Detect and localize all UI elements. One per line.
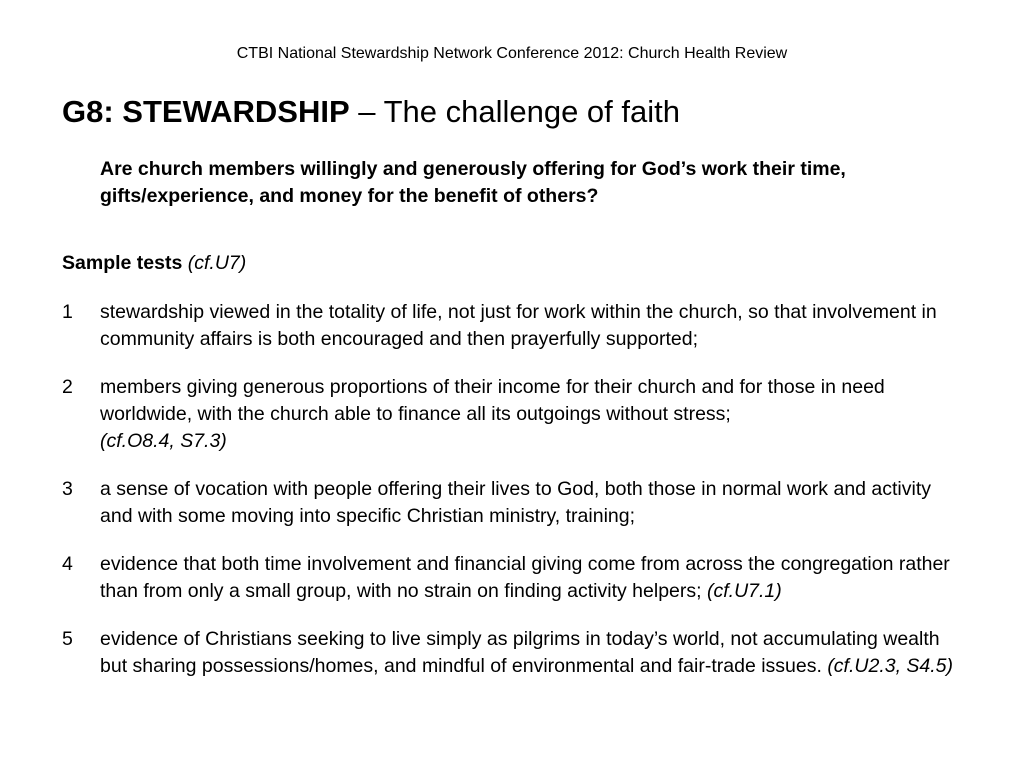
title-code: G8: STEWARDSHIP [62, 94, 350, 129]
slide-header: CTBI National Stewardship Network Conference 2012: Church Health Review [236, 45, 788, 62]
list-item [62, 476, 967, 530]
item-text: members giving generous proportions of their income for their church and for those in need worldwide, with the church able to finance all its outgoings without stress; [100, 376, 885, 425]
item-reference: (cf.O8.4, S7.3) [100, 430, 227, 452]
item-text: a sense of vocation with people offering their lives to God, both those in normal work and activity and with some moving into specific Christian ministry, training; [100, 478, 932, 527]
list-item [62, 551, 967, 605]
title-subtitle: – The challenge of faith [349, 94, 680, 129]
sample-tests-label: Sample tests [62, 252, 183, 274]
item-text: evidence of Christians seeking to live simply as pilgrims in today’s world, not accumulating wealth but sharing possessions/homes, and mindful of environmental and fair-trade issues. [100, 628, 940, 677]
item-number: 2 [62, 376, 73, 398]
slide-title [62, 93, 680, 131]
list-item [62, 626, 967, 680]
item-number: 1 [62, 301, 73, 323]
item-number: 3 [62, 478, 73, 500]
key-question: Are church members willingly and generously offering for God’s work their time, gifts/experience, and money for the benefit of others? [100, 158, 846, 207]
list-item [62, 299, 967, 353]
sample-tests-ref: (cf.U7) [187, 252, 247, 274]
item-reference: (cf.U7.1) [706, 580, 782, 602]
test-list [62, 299, 967, 701]
item-number: 5 [62, 628, 73, 650]
item-text: evidence that both time involvement and financial giving come from across the congregation rather than from only a small group, with no strain on finding activity helpers; [100, 553, 950, 602]
list-item [62, 374, 967, 455]
sample-tests-heading [62, 250, 246, 277]
item-number: 4 [62, 553, 73, 575]
item-text: stewardship viewed in the totality of life, not just for work within the church, so that involvement in community affairs is both encouraged and then prayerfully supported; [100, 301, 937, 350]
item-reference: (cf.U2.3, S4.5) [827, 655, 954, 677]
